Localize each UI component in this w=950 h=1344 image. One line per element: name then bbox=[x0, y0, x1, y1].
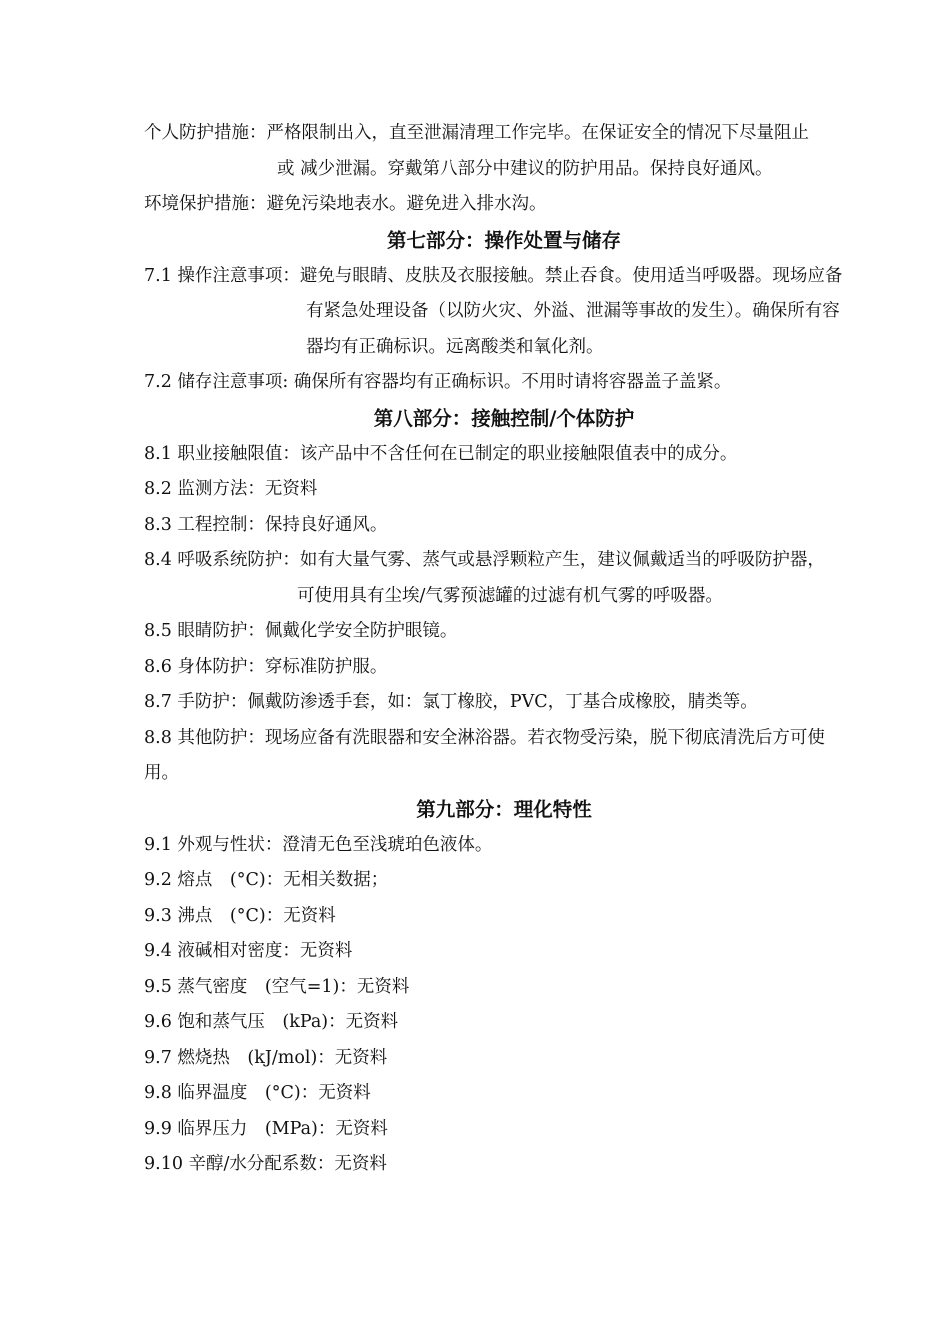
section7-item1-line-2: 有紧急处理设备（以防火灾、外溢、泄漏等事故的发生）。确保所有容 bbox=[306, 301, 840, 321]
section9-item: 9.9 临界压力 (MPa)：无资料 bbox=[144, 1118, 388, 1139]
section9-item: 9.3 沸点 (°C)：无资料 bbox=[144, 905, 336, 926]
section8-item4-line-2: 可使用具有尘埃/气雾预滤罐的过滤有机气雾的呼吸器。 bbox=[297, 585, 723, 606]
document-page bbox=[144, 116, 864, 1183]
section7-item1-label: 7.1 操作注意事项： bbox=[144, 265, 300, 286]
section8-item8-line-2: 用。 bbox=[144, 763, 179, 783]
section9-item: 9.1 外观与性状：澄清无色至浅琥珀色液体。 bbox=[144, 834, 493, 855]
personal-protection-label: 个人防护措施： bbox=[144, 123, 267, 143]
section7-item1-line-3: 器均有正确标识。远离酸类和氧化剂。 bbox=[306, 336, 604, 357]
section9-item: 9.7 燃烧热 (kJ/mol)：无资料 bbox=[144, 1047, 388, 1068]
section9-item: 9.4 液碱相对密度：无资料 bbox=[144, 941, 353, 961]
section8-item4-line-1: 8.4 呼吸系统防护：如有大量气雾、蒸气或悬浮颗粒产生，建议佩戴适当的呼吸防护器， bbox=[144, 550, 825, 570]
environmental-protection-line bbox=[144, 187, 864, 223]
section8-item8-line-1: 8.8 其他防护：现场应备有洗眼器和安全淋浴器。若衣物受污染，脱下彻底清洗后方可使 bbox=[144, 727, 825, 748]
section9-item: 9.8 临界温度 (°C)：无资料 bbox=[144, 1083, 371, 1103]
section9-item: 9.6 饱和蒸气压 (kPa)：无资料 bbox=[144, 1012, 399, 1032]
personal-protection-text-1: 严格限制出入，直至泄漏清理工作完毕。在保证安全的情况下尽量阻止 bbox=[266, 123, 809, 143]
section9-item: 9.5 蒸气密度 (空气=1)：无资料 bbox=[144, 976, 410, 997]
section7-item2: 7.2 储存注意事项: 确保所有容器均有正确标识。不用时请将容器盖子盖紧。 bbox=[144, 372, 732, 392]
section9-title: 第九部分：理化特性 bbox=[416, 797, 592, 821]
section7-item1-line-1 bbox=[144, 259, 864, 295]
section7-title: 第七部分：操作处置与储存 bbox=[386, 228, 621, 252]
section8-item1: 8.1 职业接触限值：该产品中不含任何在已制定的职业接触限值表中的成分。 bbox=[144, 443, 738, 464]
section9-item: 9.10 辛醇/水分配系数：无资料 bbox=[144, 1154, 387, 1174]
section8-item5: 8.5 眼睛防护：佩戴化学安全防护眼镜。 bbox=[144, 621, 458, 641]
personal-protection-line-1 bbox=[144, 116, 864, 152]
personal-protection-line-2: 或 减少泄漏。穿戴第八部分中建议的防护用品。保持良好通风。 bbox=[277, 158, 773, 179]
section8-title: 第八部分：接触控制/个体防护 bbox=[373, 406, 635, 430]
section7-item1-text-1: 避免与眼睛、皮肤及衣服接触。禁止吞食。使用适当呼吸器。现场应备 bbox=[299, 265, 843, 286]
environmental-protection-text: 避免污染地表水。避免进入排水沟。 bbox=[266, 194, 547, 214]
section8-item7: 8.7 手防护：佩戴防渗透手套，如：氯丁橡胶，PVC，丁基合成橡胶，腈类等。 bbox=[144, 692, 758, 712]
section8-item2: 8.2 监测方法：无资料 bbox=[144, 479, 318, 499]
section8-item6: 8.6 身体防护：穿标准防护服。 bbox=[144, 656, 388, 677]
section8-item3: 8.3 工程控制：保持良好通风。 bbox=[144, 514, 388, 535]
environmental-protection-label: 环境保护措施： bbox=[144, 194, 267, 214]
section9-item: 9.2 熔点 (°C)：无相关数据； bbox=[144, 870, 389, 890]
